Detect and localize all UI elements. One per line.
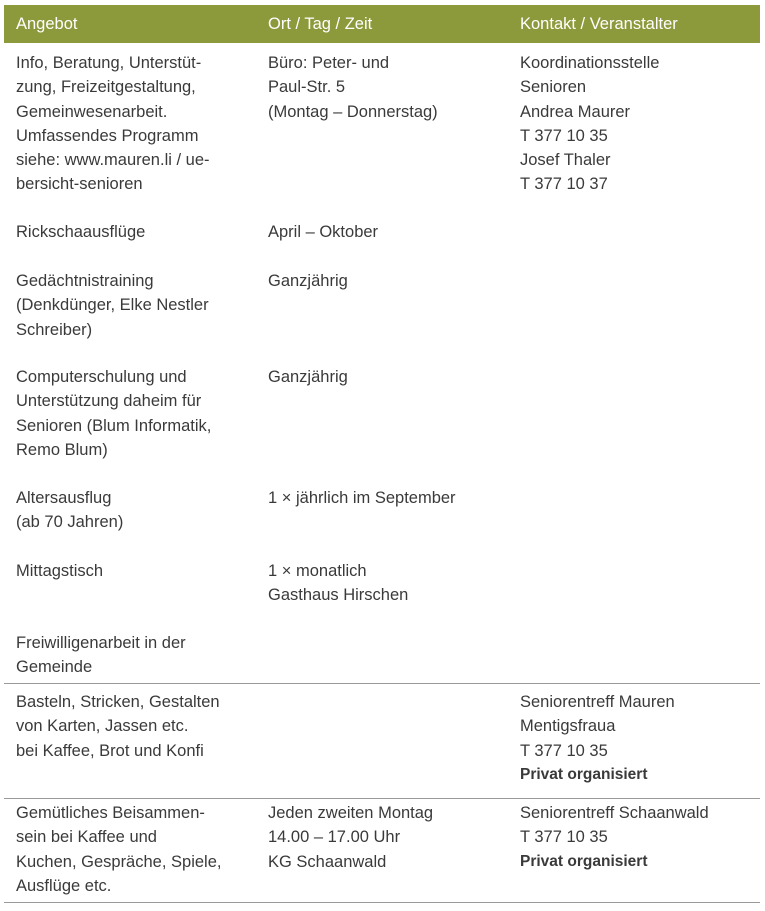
header-angebot: Angebot bbox=[16, 15, 78, 33]
section-seniorentreff-mauren bbox=[4, 683, 760, 798]
text-line: 14.00 – 17.00 Uhr bbox=[268, 828, 401, 847]
row-beisammensein-ort bbox=[268, 801, 433, 874]
text-line: Gedächtnistraining bbox=[16, 272, 154, 290]
text-line: Freiwilligenarbeit in der bbox=[16, 634, 186, 652]
text-line: Mittagstisch bbox=[16, 562, 104, 580]
text-line: Büro: Peter- und bbox=[268, 54, 390, 72]
text-line: Jeden zweiten Montag bbox=[268, 804, 434, 822]
text-line: (ab 70 Jahren) bbox=[16, 513, 124, 532]
text-line: Info, Beratung, Unterstüt- bbox=[16, 54, 202, 72]
header-kontakt: Kontakt / Veranstalter bbox=[520, 15, 678, 33]
text-line: Senioren bbox=[520, 78, 587, 97]
row-basteln-kontakt bbox=[520, 690, 675, 787]
text-line: T 377 10 35 bbox=[520, 126, 608, 145]
text-line: Gemeinde bbox=[16, 658, 93, 677]
row-altersausflug-ort bbox=[268, 486, 456, 510]
privat-note: Privat organisiert bbox=[520, 765, 648, 783]
text-line: Andrea Maurer bbox=[520, 102, 631, 121]
text-line: zung, Freizeitgestaltung, bbox=[16, 78, 196, 97]
text-line: 1 × monatlich bbox=[268, 562, 367, 580]
row-computer-ort bbox=[268, 365, 348, 389]
table-header bbox=[4, 5, 760, 43]
text-line: Mentigsfraua bbox=[520, 717, 616, 736]
row-basteln-angebot bbox=[16, 690, 220, 763]
row-mittagstisch-ort bbox=[268, 559, 408, 608]
text-line: Rickschaausflüge bbox=[16, 223, 146, 241]
row-info-angebot bbox=[16, 51, 210, 197]
row-beisammensein-angebot bbox=[16, 801, 221, 898]
text-line: Schreiber) bbox=[16, 320, 93, 339]
section-koordinationsstelle bbox=[4, 43, 760, 683]
row-gedaechtnis-angebot bbox=[16, 269, 209, 342]
text-line: Seniorentreff Schaanwald bbox=[520, 804, 709, 822]
row-rickschaa-ort bbox=[268, 220, 378, 244]
text-line: siehe: www.mauren.li / ue- bbox=[16, 151, 210, 170]
header-ort-tag-zeit: Ort / Tag / Zeit bbox=[268, 15, 373, 33]
text-line: Ganzjährig bbox=[268, 272, 348, 290]
text-line: Computerschulung und bbox=[16, 368, 187, 386]
text-line: April – Oktober bbox=[268, 223, 379, 241]
text-line: Kuchen, Gespräche, Spiele, bbox=[16, 852, 222, 871]
privat-note: Privat organisiert bbox=[520, 852, 648, 870]
text-line: T 377 10 35 bbox=[520, 741, 608, 760]
text-line: Ganzjährig bbox=[268, 368, 348, 386]
text-line: T 377 10 35 bbox=[520, 828, 608, 847]
text-line: Koordinationsstelle bbox=[520, 54, 660, 72]
text-line: Gemütliches Beisammen- bbox=[16, 804, 205, 822]
text-line: 1 × jährlich im September bbox=[268, 489, 456, 507]
row-computer-angebot bbox=[16, 365, 211, 462]
row-gedaechtnis-ort bbox=[268, 269, 348, 293]
section-seniorentreff-schaanwald bbox=[4, 798, 760, 903]
offers-table bbox=[4, 5, 760, 903]
text-line: Umfassendes Programm bbox=[16, 126, 199, 145]
text-line: bei Kaffee, Brot und Konfi bbox=[16, 741, 204, 760]
text-line: Gasthaus Hirschen bbox=[268, 586, 409, 605]
row-beisammensein-kontakt bbox=[520, 801, 709, 874]
text-line: (Denkdünger, Elke Nestler bbox=[16, 296, 209, 315]
text-line: Gemeinwesenarbeit. bbox=[16, 102, 168, 121]
row-altersausflug-angebot bbox=[16, 486, 123, 535]
text-line: KG Schaanwald bbox=[268, 852, 387, 871]
row-info-ort bbox=[268, 51, 438, 124]
text-line: von Karten, Jassen etc. bbox=[16, 717, 189, 736]
text-line: Basteln, Stricken, Gestalten bbox=[16, 693, 220, 711]
text-line: Senioren (Blum Informatik, bbox=[16, 416, 212, 435]
row-mittagstisch-angebot bbox=[16, 559, 103, 583]
text-line: bersicht-senioren bbox=[16, 175, 143, 194]
text-line: (Montag – Donnerstag) bbox=[268, 102, 438, 121]
text-line: T 377 10 37 bbox=[520, 175, 608, 194]
text-line: Unterstützung daheim für bbox=[16, 392, 202, 411]
text-line: Josef Thaler bbox=[520, 151, 611, 170]
text-line: Paul-Str. 5 bbox=[268, 78, 346, 97]
text-line: Remo Blum) bbox=[16, 440, 108, 459]
text-line: sein bei Kaffee und bbox=[16, 828, 157, 847]
row-freiwilligen-angebot bbox=[16, 631, 186, 680]
row-info-kontakt bbox=[520, 51, 659, 197]
text-line: Ausflüge etc. bbox=[16, 876, 112, 895]
text-line: Seniorentreff Mauren bbox=[520, 693, 675, 711]
text-line: Altersausflug bbox=[16, 489, 112, 507]
row-rickschaa-angebot bbox=[16, 220, 145, 244]
